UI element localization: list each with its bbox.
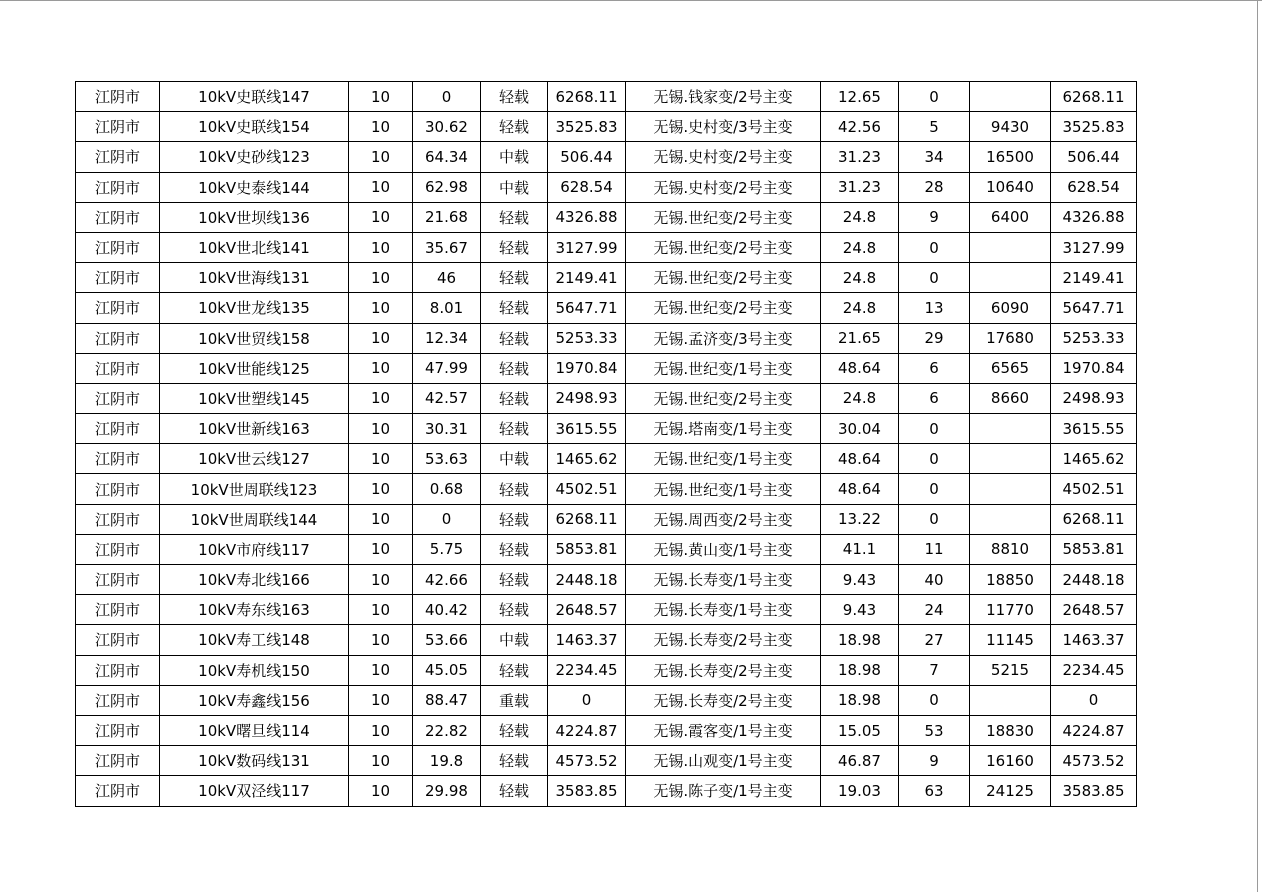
cell-voltage: 10 [349, 715, 413, 745]
cell-load-rate: 30.62 [413, 112, 481, 142]
cell-remaining-capacity: 6268.11 [1051, 82, 1137, 112]
cell-transformer-rate: 46.87 [821, 746, 899, 776]
cell-city: 江阴市 [76, 685, 160, 715]
cell-remaining-capacity: 0 [1051, 685, 1137, 715]
table-row [76, 323, 1137, 353]
cell-line-name: 10kV世新线163 [160, 414, 349, 444]
cell-load-rate: 47.99 [413, 353, 481, 383]
cell-transformer-rate: 9.43 [821, 595, 899, 625]
cell-remaining-capacity: 628.54 [1051, 172, 1137, 202]
cell-substation-transformer: 无锡.世纪变/2号主变 [626, 202, 821, 232]
cell-load-status: 轻载 [481, 655, 548, 685]
table-row [76, 474, 1137, 504]
cell-load-rate: 46 [413, 263, 481, 293]
cell-remaining-capacity: 4573.52 [1051, 746, 1137, 776]
cell-installed-capacity [970, 444, 1051, 474]
cell-user-count: 0 [899, 82, 970, 112]
cell-user-count: 7 [899, 655, 970, 685]
cell-city: 江阴市 [76, 293, 160, 323]
cell-line-name: 10kV双泾线117 [160, 776, 349, 806]
cell-line-name: 10kV寿东线163 [160, 595, 349, 625]
cell-remaining-capacity: 2648.57 [1051, 595, 1137, 625]
cell-voltage: 10 [349, 565, 413, 595]
cell-substation-transformer: 无锡.霞客变/1号主变 [626, 715, 821, 745]
cell-voltage: 10 [349, 685, 413, 715]
cell-voltage: 10 [349, 232, 413, 262]
cell-city: 江阴市 [76, 565, 160, 595]
cell-substation-transformer: 无锡.长寿变/2号主变 [626, 655, 821, 685]
cell-city: 江阴市 [76, 444, 160, 474]
cell-installed-capacity: 24125 [970, 776, 1051, 806]
cell-substation-transformer: 无锡.长寿变/1号主变 [626, 565, 821, 595]
cell-load-status: 中载 [481, 625, 548, 655]
table-row [76, 504, 1137, 534]
cell-load-status: 中载 [481, 142, 548, 172]
cell-installed-capacity [970, 414, 1051, 444]
cell-transformer-rate: 24.8 [821, 263, 899, 293]
cell-line-name: 10kV世云线127 [160, 444, 349, 474]
cell-substation-transformer: 无锡.周西变/2号主变 [626, 504, 821, 534]
table-row [76, 202, 1137, 232]
table-row [76, 715, 1137, 745]
cell-voltage: 10 [349, 504, 413, 534]
cell-user-count: 0 [899, 685, 970, 715]
cell-remaining-capacity: 4326.88 [1051, 202, 1137, 232]
cell-voltage: 10 [349, 353, 413, 383]
cell-user-count: 63 [899, 776, 970, 806]
cell-installed-capacity [970, 263, 1051, 293]
cell-transformer-rate: 24.8 [821, 232, 899, 262]
cell-voltage: 10 [349, 534, 413, 564]
cell-voltage: 10 [349, 383, 413, 413]
table-row [76, 595, 1137, 625]
cell-load-status: 轻载 [481, 715, 548, 745]
cell-voltage: 10 [349, 776, 413, 806]
cell-available-capacity: 4573.52 [548, 746, 626, 776]
cell-substation-transformer: 无锡.钱家变/2号主变 [626, 82, 821, 112]
cell-load-status: 轻载 [481, 776, 548, 806]
cell-load-rate: 42.57 [413, 383, 481, 413]
table-row [76, 625, 1137, 655]
table-row [76, 353, 1137, 383]
cell-substation-transformer: 无锡.山观变/1号主变 [626, 746, 821, 776]
cell-user-count: 6 [899, 383, 970, 413]
cell-installed-capacity: 18830 [970, 715, 1051, 745]
cell-transformer-rate: 18.98 [821, 655, 899, 685]
cell-substation-transformer: 无锡.塔南变/1号主变 [626, 414, 821, 444]
cell-user-count: 0 [899, 444, 970, 474]
cell-voltage: 10 [349, 655, 413, 685]
table-row [76, 112, 1137, 142]
table-row [76, 383, 1137, 413]
cell-available-capacity: 5253.33 [548, 323, 626, 353]
cell-load-rate: 62.98 [413, 172, 481, 202]
cell-substation-transformer: 无锡.孟济变/3号主变 [626, 323, 821, 353]
cell-installed-capacity [970, 232, 1051, 262]
table-row [76, 444, 1137, 474]
cell-available-capacity: 5853.81 [548, 534, 626, 564]
cell-load-status: 轻载 [481, 746, 548, 776]
cell-line-name: 10kV寿北线166 [160, 565, 349, 595]
cell-line-name: 10kV寿工线148 [160, 625, 349, 655]
cell-line-name: 10kV世塑线145 [160, 383, 349, 413]
cell-remaining-capacity: 4502.51 [1051, 474, 1137, 504]
cell-available-capacity: 3615.55 [548, 414, 626, 444]
cell-transformer-rate: 21.65 [821, 323, 899, 353]
cell-city: 江阴市 [76, 112, 160, 142]
cell-remaining-capacity: 3127.99 [1051, 232, 1137, 262]
cell-user-count: 28 [899, 172, 970, 202]
cell-load-rate: 8.01 [413, 293, 481, 323]
cell-voltage: 10 [349, 202, 413, 232]
cell-available-capacity: 2448.18 [548, 565, 626, 595]
cell-line-name: 10kV史泰线144 [160, 172, 349, 202]
table-row [76, 82, 1137, 112]
cell-substation-transformer: 无锡.长寿变/1号主变 [626, 595, 821, 625]
cell-load-status: 轻载 [481, 293, 548, 323]
cell-city: 江阴市 [76, 82, 160, 112]
cell-substation-transformer: 无锡.黄山变/1号主变 [626, 534, 821, 564]
cell-city: 江阴市 [76, 595, 160, 625]
cell-available-capacity: 2149.41 [548, 263, 626, 293]
cell-substation-transformer: 无锡.世纪变/1号主变 [626, 353, 821, 383]
cell-line-name: 10kV世北线141 [160, 232, 349, 262]
cell-user-count: 9 [899, 746, 970, 776]
cell-available-capacity: 1970.84 [548, 353, 626, 383]
cell-installed-capacity [970, 474, 1051, 504]
cell-line-name: 10kV曙旦线114 [160, 715, 349, 745]
cell-transformer-rate: 18.98 [821, 625, 899, 655]
cell-substation-transformer: 无锡.史村变/2号主变 [626, 172, 821, 202]
cell-installed-capacity: 6400 [970, 202, 1051, 232]
cell-load-rate: 29.98 [413, 776, 481, 806]
cell-transformer-rate: 24.8 [821, 202, 899, 232]
cell-transformer-rate: 31.23 [821, 172, 899, 202]
cell-remaining-capacity: 3583.85 [1051, 776, 1137, 806]
cell-user-count: 0 [899, 474, 970, 504]
cell-installed-capacity: 11770 [970, 595, 1051, 625]
cell-user-count: 40 [899, 565, 970, 595]
cell-user-count: 29 [899, 323, 970, 353]
cell-transformer-rate: 15.05 [821, 715, 899, 745]
cell-line-name: 10kV史联线154 [160, 112, 349, 142]
table-row [76, 685, 1137, 715]
cell-installed-capacity: 17680 [970, 323, 1051, 353]
cell-remaining-capacity: 3615.55 [1051, 414, 1137, 444]
cell-city: 江阴市 [76, 323, 160, 353]
cell-transformer-rate: 41.1 [821, 534, 899, 564]
cell-line-name: 10kV世周联线123 [160, 474, 349, 504]
cell-installed-capacity: 8810 [970, 534, 1051, 564]
cell-voltage: 10 [349, 82, 413, 112]
cell-substation-transformer: 无锡.长寿变/2号主变 [626, 685, 821, 715]
cell-remaining-capacity: 1463.37 [1051, 625, 1137, 655]
feeder-load-table [75, 81, 1137, 807]
cell-substation-transformer: 无锡.世纪变/2号主变 [626, 383, 821, 413]
cell-load-rate: 0.68 [413, 474, 481, 504]
cell-installed-capacity: 16160 [970, 746, 1051, 776]
cell-voltage: 10 [349, 293, 413, 323]
cell-load-rate: 5.75 [413, 534, 481, 564]
cell-remaining-capacity: 2498.93 [1051, 383, 1137, 413]
cell-user-count: 6 [899, 353, 970, 383]
cell-remaining-capacity: 4224.87 [1051, 715, 1137, 745]
cell-installed-capacity: 6565 [970, 353, 1051, 383]
cell-transformer-rate: 24.8 [821, 293, 899, 323]
cell-substation-transformer: 无锡.史村变/2号主变 [626, 142, 821, 172]
cell-voltage: 10 [349, 323, 413, 353]
table-row [76, 565, 1137, 595]
cell-remaining-capacity: 5853.81 [1051, 534, 1137, 564]
cell-available-capacity: 2498.93 [548, 383, 626, 413]
cell-load-rate: 45.05 [413, 655, 481, 685]
cell-substation-transformer: 无锡.世纪变/2号主变 [626, 263, 821, 293]
cell-available-capacity: 628.54 [548, 172, 626, 202]
cell-user-count: 53 [899, 715, 970, 745]
cell-transformer-rate: 48.64 [821, 474, 899, 504]
cell-transformer-rate: 19.03 [821, 776, 899, 806]
cell-city: 江阴市 [76, 504, 160, 534]
cell-load-status: 轻载 [481, 474, 548, 504]
table-row [76, 655, 1137, 685]
table-row [76, 534, 1137, 564]
table-body [76, 82, 1137, 807]
cell-city: 江阴市 [76, 232, 160, 262]
cell-installed-capacity: 11145 [970, 625, 1051, 655]
cell-city: 江阴市 [76, 353, 160, 383]
cell-load-rate: 21.68 [413, 202, 481, 232]
cell-load-status: 轻载 [481, 232, 548, 262]
cell-available-capacity: 6268.11 [548, 504, 626, 534]
cell-available-capacity: 1463.37 [548, 625, 626, 655]
cell-load-status: 轻载 [481, 82, 548, 112]
cell-load-status: 轻载 [481, 414, 548, 444]
cell-user-count: 0 [899, 263, 970, 293]
page-border-right [1257, 0, 1258, 892]
cell-substation-transformer: 无锡.陈子变/1号主变 [626, 776, 821, 806]
cell-city: 江阴市 [76, 715, 160, 745]
cell-load-rate: 35.67 [413, 232, 481, 262]
cell-voltage: 10 [349, 112, 413, 142]
page-border-top [0, 0, 1262, 1]
cell-available-capacity: 4224.87 [548, 715, 626, 745]
cell-substation-transformer: 无锡.世纪变/2号主变 [626, 232, 821, 262]
cell-city: 江阴市 [76, 534, 160, 564]
table-row [76, 263, 1137, 293]
cell-remaining-capacity: 2234.45 [1051, 655, 1137, 685]
cell-substation-transformer: 无锡.世纪变/1号主变 [626, 444, 821, 474]
cell-load-status: 重载 [481, 685, 548, 715]
cell-line-name: 10kV寿鑫线156 [160, 685, 349, 715]
table-row [76, 414, 1137, 444]
table-row [76, 142, 1137, 172]
cell-available-capacity: 0 [548, 685, 626, 715]
cell-line-name: 10kV世坝线136 [160, 202, 349, 232]
cell-load-rate: 88.47 [413, 685, 481, 715]
cell-transformer-rate: 12.65 [821, 82, 899, 112]
cell-line-name: 10kV市府线117 [160, 534, 349, 564]
cell-transformer-rate: 24.8 [821, 383, 899, 413]
cell-voltage: 10 [349, 625, 413, 655]
cell-voltage: 10 [349, 444, 413, 474]
cell-remaining-capacity: 6268.11 [1051, 504, 1137, 534]
cell-city: 江阴市 [76, 263, 160, 293]
cell-load-status: 轻载 [481, 112, 548, 142]
cell-load-rate: 64.34 [413, 142, 481, 172]
cell-remaining-capacity: 2149.41 [1051, 263, 1137, 293]
cell-user-count: 0 [899, 504, 970, 534]
cell-load-status: 轻载 [481, 263, 548, 293]
cell-installed-capacity [970, 82, 1051, 112]
cell-line-name: 10kV世海线131 [160, 263, 349, 293]
cell-load-rate: 53.63 [413, 444, 481, 474]
table-row [76, 746, 1137, 776]
cell-installed-capacity: 10640 [970, 172, 1051, 202]
cell-installed-capacity: 18850 [970, 565, 1051, 595]
cell-available-capacity: 3525.83 [548, 112, 626, 142]
cell-load-status: 轻载 [481, 383, 548, 413]
cell-city: 江阴市 [76, 172, 160, 202]
cell-voltage: 10 [349, 474, 413, 504]
cell-line-name: 10kV史砂线123 [160, 142, 349, 172]
cell-installed-capacity [970, 504, 1051, 534]
cell-remaining-capacity: 1465.62 [1051, 444, 1137, 474]
cell-load-rate: 42.66 [413, 565, 481, 595]
cell-transformer-rate: 48.64 [821, 353, 899, 383]
cell-transformer-rate: 13.22 [821, 504, 899, 534]
table-row [76, 172, 1137, 202]
cell-remaining-capacity: 2448.18 [1051, 565, 1137, 595]
cell-load-status: 轻载 [481, 202, 548, 232]
cell-line-name: 10kV世周联线144 [160, 504, 349, 534]
cell-load-status: 轻载 [481, 595, 548, 625]
cell-remaining-capacity: 3525.83 [1051, 112, 1137, 142]
cell-remaining-capacity: 5253.33 [1051, 323, 1137, 353]
cell-remaining-capacity: 1970.84 [1051, 353, 1137, 383]
cell-voltage: 10 [349, 595, 413, 625]
cell-city: 江阴市 [76, 202, 160, 232]
cell-user-count: 13 [899, 293, 970, 323]
cell-load-rate: 12.34 [413, 323, 481, 353]
cell-available-capacity: 4326.88 [548, 202, 626, 232]
cell-available-capacity: 4502.51 [548, 474, 626, 504]
cell-transformer-rate: 9.43 [821, 565, 899, 595]
cell-load-rate: 19.8 [413, 746, 481, 776]
cell-available-capacity: 3127.99 [548, 232, 626, 262]
cell-city: 江阴市 [76, 383, 160, 413]
cell-load-rate: 22.82 [413, 715, 481, 745]
cell-available-capacity: 506.44 [548, 142, 626, 172]
table-row [76, 776, 1137, 806]
cell-load-rate: 40.42 [413, 595, 481, 625]
cell-city: 江阴市 [76, 414, 160, 444]
cell-substation-transformer: 无锡.长寿变/2号主变 [626, 625, 821, 655]
cell-available-capacity: 1465.62 [548, 444, 626, 474]
cell-line-name: 10kV寿机线150 [160, 655, 349, 685]
cell-installed-capacity: 6090 [970, 293, 1051, 323]
cell-load-status: 轻载 [481, 353, 548, 383]
cell-installed-capacity [970, 685, 1051, 715]
cell-load-status: 中载 [481, 444, 548, 474]
cell-transformer-rate: 42.56 [821, 112, 899, 142]
cell-available-capacity: 2648.57 [548, 595, 626, 625]
cell-user-count: 9 [899, 202, 970, 232]
cell-voltage: 10 [349, 414, 413, 444]
table-row [76, 232, 1137, 262]
cell-user-count: 24 [899, 595, 970, 625]
cell-city: 江阴市 [76, 474, 160, 504]
cell-transformer-rate: 48.64 [821, 444, 899, 474]
cell-city: 江阴市 [76, 142, 160, 172]
cell-load-status: 轻载 [481, 323, 548, 353]
cell-voltage: 10 [349, 142, 413, 172]
cell-load-rate: 53.66 [413, 625, 481, 655]
cell-load-rate: 30.31 [413, 414, 481, 444]
cell-installed-capacity: 8660 [970, 383, 1051, 413]
cell-installed-capacity: 9430 [970, 112, 1051, 142]
cell-substation-transformer: 无锡.世纪变/1号主变 [626, 474, 821, 504]
cell-city: 江阴市 [76, 776, 160, 806]
cell-user-count: 0 [899, 414, 970, 444]
cell-city: 江阴市 [76, 746, 160, 776]
cell-remaining-capacity: 5647.71 [1051, 293, 1137, 323]
cell-available-capacity: 5647.71 [548, 293, 626, 323]
cell-installed-capacity: 5215 [970, 655, 1051, 685]
cell-installed-capacity: 16500 [970, 142, 1051, 172]
cell-load-rate: 0 [413, 82, 481, 112]
cell-load-status: 轻载 [481, 534, 548, 564]
cell-remaining-capacity: 506.44 [1051, 142, 1137, 172]
table-row [76, 293, 1137, 323]
cell-line-name: 10kV数码线131 [160, 746, 349, 776]
cell-line-name: 10kV史联线147 [160, 82, 349, 112]
cell-load-status: 轻载 [481, 504, 548, 534]
cell-available-capacity: 2234.45 [548, 655, 626, 685]
cell-user-count: 11 [899, 534, 970, 564]
cell-city: 江阴市 [76, 625, 160, 655]
cell-city: 江阴市 [76, 655, 160, 685]
cell-load-rate: 0 [413, 504, 481, 534]
cell-voltage: 10 [349, 263, 413, 293]
cell-transformer-rate: 31.23 [821, 142, 899, 172]
cell-user-count: 5 [899, 112, 970, 142]
cell-line-name: 10kV世龙线135 [160, 293, 349, 323]
cell-load-status: 轻载 [481, 565, 548, 595]
cell-user-count: 0 [899, 232, 970, 262]
cell-voltage: 10 [349, 172, 413, 202]
cell-substation-transformer: 无锡.世纪变/2号主变 [626, 293, 821, 323]
cell-transformer-rate: 18.98 [821, 685, 899, 715]
cell-available-capacity: 6268.11 [548, 82, 626, 112]
cell-user-count: 27 [899, 625, 970, 655]
cell-user-count: 34 [899, 142, 970, 172]
cell-voltage: 10 [349, 746, 413, 776]
cell-transformer-rate: 30.04 [821, 414, 899, 444]
cell-load-status: 中载 [481, 172, 548, 202]
cell-available-capacity: 3583.85 [548, 776, 626, 806]
cell-line-name: 10kV世贸线158 [160, 323, 349, 353]
cell-substation-transformer: 无锡.史村变/3号主变 [626, 112, 821, 142]
cell-line-name: 10kV世能线125 [160, 353, 349, 383]
